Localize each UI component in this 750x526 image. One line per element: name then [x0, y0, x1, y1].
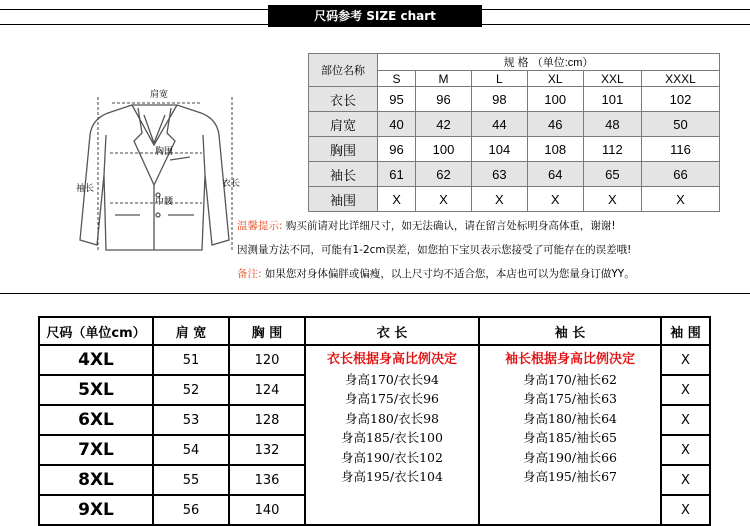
table-cell: X — [527, 187, 583, 212]
cuff-cell: X — [661, 375, 710, 405]
table-cell: 101 — [583, 87, 641, 112]
sleeve-label: 袖长 — [76, 184, 95, 194]
error-line: 因测量方法不同，可能有1-2cm误差，如您拍下宝贝表示您接受了可能存在的误差哦! — [237, 244, 632, 256]
header — [0, 0, 750, 40]
size-cell: 5XL — [39, 375, 153, 405]
size-cell: 7XL — [39, 435, 153, 465]
table-cell: 40 — [378, 112, 416, 137]
table-cell: 50 — [641, 112, 719, 137]
chest-cell: 140 — [229, 495, 305, 525]
length-line: 身高170/衣长94 — [345, 371, 439, 387]
table-cell: 64 — [527, 162, 583, 187]
cuff-cell: X — [661, 495, 710, 525]
table-row — [309, 137, 720, 162]
size-col-header: M — [416, 71, 472, 87]
tip-line — [237, 214, 742, 238]
cuff-cell: X — [661, 345, 710, 375]
length-line: 身高180/衣长98 — [345, 410, 439, 426]
row-label: 肩宽 — [309, 112, 378, 137]
size-col-header: L — [471, 71, 527, 87]
section-divider — [0, 293, 750, 294]
length-line: 身高195/衣长104 — [341, 469, 443, 484]
length-by-height-cell — [305, 345, 479, 525]
cuff-cell: X — [661, 465, 710, 495]
chest-label: 胸围 — [155, 147, 174, 157]
size-cell: 6XL — [39, 405, 153, 435]
col-header-size: 尺码（单位cm） — [39, 317, 153, 345]
shoulder-cell: 56 — [153, 495, 229, 525]
standard-size-table — [308, 53, 720, 212]
shoulder-cell: 55 — [153, 465, 229, 495]
table-cell: 98 — [471, 87, 527, 112]
sleeve-line: 身高185/袖长65 — [523, 430, 617, 445]
shoulder-label: 肩宽 — [150, 90, 169, 100]
table-row — [309, 162, 720, 187]
size-cell: 8XL — [39, 465, 153, 495]
row-label: 胸围 — [309, 137, 378, 162]
table-row — [309, 187, 720, 212]
row-label: 袖围 — [309, 187, 378, 212]
size-table-header — [309, 54, 720, 71]
tip-text: 购买前请对比详细尺寸，如无法确认，请在留言处标明身高体重，谢谢! — [282, 220, 616, 232]
length-rule-title: 衣长根据身高比例决定 — [326, 352, 457, 367]
col-header-cuff: 袖 围 — [661, 317, 710, 345]
table-cell: 116 — [641, 137, 719, 162]
table-cell: 62 — [416, 162, 472, 187]
sleeve-by-height-cell — [479, 345, 661, 525]
remark-label: 备注: — [237, 268, 262, 280]
length-line: 身高185/衣长100 — [341, 430, 443, 445]
sleeve-line: 身高170/袖长62 — [523, 371, 617, 387]
notes — [237, 214, 742, 286]
size-cell: 9XL — [39, 495, 153, 525]
table-cell: 65 — [583, 162, 641, 187]
sleeve-rule-title: 袖长根据身高比例决定 — [504, 352, 635, 367]
sleeve-line: 身高195/袖长67 — [523, 469, 617, 484]
table-cell: X — [471, 187, 527, 212]
tip-label: 温馨提示: — [237, 220, 283, 232]
table-cell: X — [416, 187, 472, 212]
sleeve-line: 身高175/袖长63 — [523, 391, 617, 406]
table-cell: 100 — [416, 137, 472, 162]
shoulder-cell: 54 — [153, 435, 229, 465]
chest-cell: 124 — [229, 375, 305, 405]
table-cell: 112 — [583, 137, 641, 162]
table-cell: X — [378, 187, 416, 212]
col-header-shoulder: 肩 宽 — [153, 317, 229, 345]
table-cell: 42 — [416, 112, 472, 137]
size-col-header: S — [378, 71, 416, 87]
table-row — [39, 345, 710, 375]
remark-text: 如果您对身体偏胖或偏瘦，以上尺寸均不适合您，本店也可以为您量身订做YY。 — [261, 268, 635, 280]
sleeve-line: 身高180/袖长64 — [523, 410, 617, 426]
shoulder-cell: 51 — [153, 345, 229, 375]
shoulder-cell: 52 — [153, 375, 229, 405]
length-line: 身高175/衣长96 — [345, 391, 439, 406]
size-cell: 4XL — [39, 345, 153, 375]
remark-line — [237, 262, 742, 286]
large-size-table — [38, 316, 711, 526]
cuff-cell: X — [661, 435, 710, 465]
table-cell: X — [641, 187, 719, 212]
waist-label: 中腰 — [155, 197, 174, 207]
size-col-header: XL — [527, 71, 583, 87]
table-cell: 61 — [378, 162, 416, 187]
table-cell: 48 — [583, 112, 641, 137]
length-label: 衣长 — [222, 179, 241, 189]
table-cell: 95 — [378, 87, 416, 112]
large-table-header — [39, 317, 710, 345]
chest-cell: 120 — [229, 345, 305, 375]
table-cell: 102 — [641, 87, 719, 112]
table-cell: 96 — [378, 137, 416, 162]
table-cell: 108 — [527, 137, 583, 162]
chest-cell: 128 — [229, 405, 305, 435]
spec-label: 规 格 （单位:cm） — [378, 54, 720, 71]
table-cell: 63 — [471, 162, 527, 187]
table-cell: 96 — [416, 87, 472, 112]
size-col-header: XXXL — [641, 71, 719, 87]
chest-cell: 136 — [229, 465, 305, 495]
shoulder-cell: 53 — [153, 405, 229, 435]
cuff-cell: X — [661, 405, 710, 435]
page-title: 尺码参考 SIZE chart — [268, 5, 482, 27]
table-cell: X — [583, 187, 641, 212]
sleeve-line: 身高190/袖长66 — [523, 449, 617, 465]
corner-label: 部位名称 — [309, 54, 378, 87]
table-cell: 46 — [527, 112, 583, 137]
col-header-length: 衣 长 — [305, 317, 479, 345]
length-line: 身高190/衣长102 — [341, 449, 443, 465]
table-cell: 66 — [641, 162, 719, 187]
table-cell: 104 — [471, 137, 527, 162]
size-col-header: XXL — [583, 71, 641, 87]
row-label: 衣长 — [309, 87, 378, 112]
chest-cell: 132 — [229, 435, 305, 465]
col-header-sleeve: 袖 长 — [479, 317, 661, 345]
table-row — [309, 87, 720, 112]
table-row — [309, 112, 720, 137]
table-cell: 44 — [471, 112, 527, 137]
row-label: 袖长 — [309, 162, 378, 187]
col-header-chest: 胸 围 — [229, 317, 305, 345]
table-cell: 100 — [527, 87, 583, 112]
